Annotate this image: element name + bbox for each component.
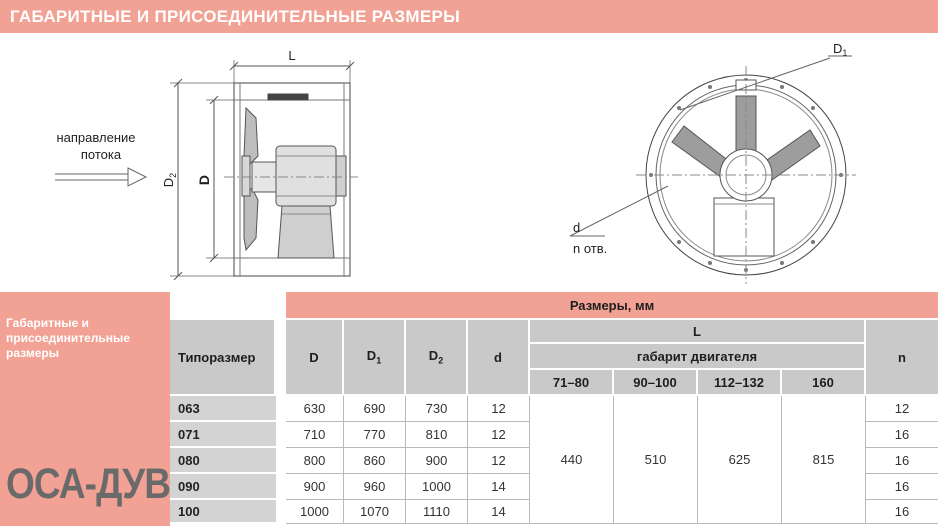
flow-arrow-icon — [55, 168, 146, 186]
col-D1-header: $D_1$ — [344, 320, 406, 396]
side-view-drawing — [55, 60, 358, 280]
motor-size-4: 160 — [782, 370, 866, 396]
L-value-2: 510 — [614, 396, 698, 524]
side-panel-label: Габаритные и присоединительные размеры — [6, 316, 130, 360]
col-D-header: D — [286, 320, 344, 396]
row-D2: 1110 — [406, 500, 468, 524]
motor-size-3: 112–132 — [698, 370, 782, 396]
row-D2: 900 — [406, 448, 468, 474]
col-L-header: L — [530, 320, 866, 344]
dim-D-label: D — [196, 174, 212, 186]
col-D2-header: $D_2$ — [406, 320, 468, 396]
flow-label-1: направление — [56, 130, 136, 145]
drawings-area — [0, 38, 938, 288]
dimensions-table — [170, 292, 938, 526]
L-value-1: 440 — [530, 396, 614, 524]
col-d-header: d — [468, 320, 530, 396]
row-d: 12 — [468, 422, 530, 448]
motor-size-2: 90–100 — [614, 370, 698, 396]
page-title: ГАБАРИТНЫЕ И ПРИСОЕДИНИТЕЛЬНЫЕ РАЗМЕРЫ — [10, 7, 461, 26]
L-value-3: 625 — [698, 396, 782, 524]
row-D: 630 — [286, 396, 344, 422]
header-bar — [0, 0, 938, 33]
hole-n-label: n отв. — [573, 241, 608, 256]
hole-d-label: d — [573, 220, 581, 235]
row-d: 14 — [468, 500, 530, 524]
table-row — [170, 396, 938, 422]
row-D2: 730 — [406, 396, 468, 422]
technical-drawings — [0, 38, 938, 288]
row-D1: 690 — [344, 396, 406, 422]
col-type-header: Типоразмер — [170, 320, 276, 396]
flow-label-2: потока — [80, 147, 122, 162]
row-n: 16 — [866, 500, 938, 524]
row-n: 16 — [866, 422, 938, 448]
row-d: 12 — [468, 448, 530, 474]
row-D1: 860 — [344, 448, 406, 474]
table-corner — [170, 292, 276, 320]
row-D: 900 — [286, 474, 344, 500]
row-D: 800 — [286, 448, 344, 474]
row-d: 14 — [468, 474, 530, 500]
col-motor-header: габарит двигателя — [530, 344, 866, 370]
row-D: 710 — [286, 422, 344, 448]
group-header: Размеры, мм — [286, 292, 938, 320]
row-D: 1000 — [286, 500, 344, 524]
dim-L-label: L — [288, 48, 296, 63]
front-view-drawing — [570, 56, 856, 284]
row-type: 080 — [170, 448, 276, 474]
row-n: 16 — [866, 474, 938, 500]
row-D1: 1070 — [344, 500, 406, 524]
row-type: 071 — [170, 422, 276, 448]
row-type: 090 — [170, 474, 276, 500]
series-name: ОСА-ДУВ — [6, 460, 171, 508]
row-d: 12 — [468, 396, 530, 422]
row-D2: 1000 — [406, 474, 468, 500]
row-type: 063 — [170, 396, 276, 422]
row-n: 12 — [866, 396, 938, 422]
col-n-header: n — [866, 320, 938, 396]
row-n: 16 — [866, 448, 938, 474]
row-D1: 770 — [344, 422, 406, 448]
row-D2: 810 — [406, 422, 468, 448]
L-value-4: 815 — [782, 396, 866, 524]
row-type: 100 — [170, 500, 276, 524]
dim-D1-label: $D_1$ — [833, 41, 848, 58]
dim-D2-label: $D_2$ — [161, 172, 178, 188]
row-D1: 960 — [344, 474, 406, 500]
motor-size-1: 71–80 — [530, 370, 614, 396]
